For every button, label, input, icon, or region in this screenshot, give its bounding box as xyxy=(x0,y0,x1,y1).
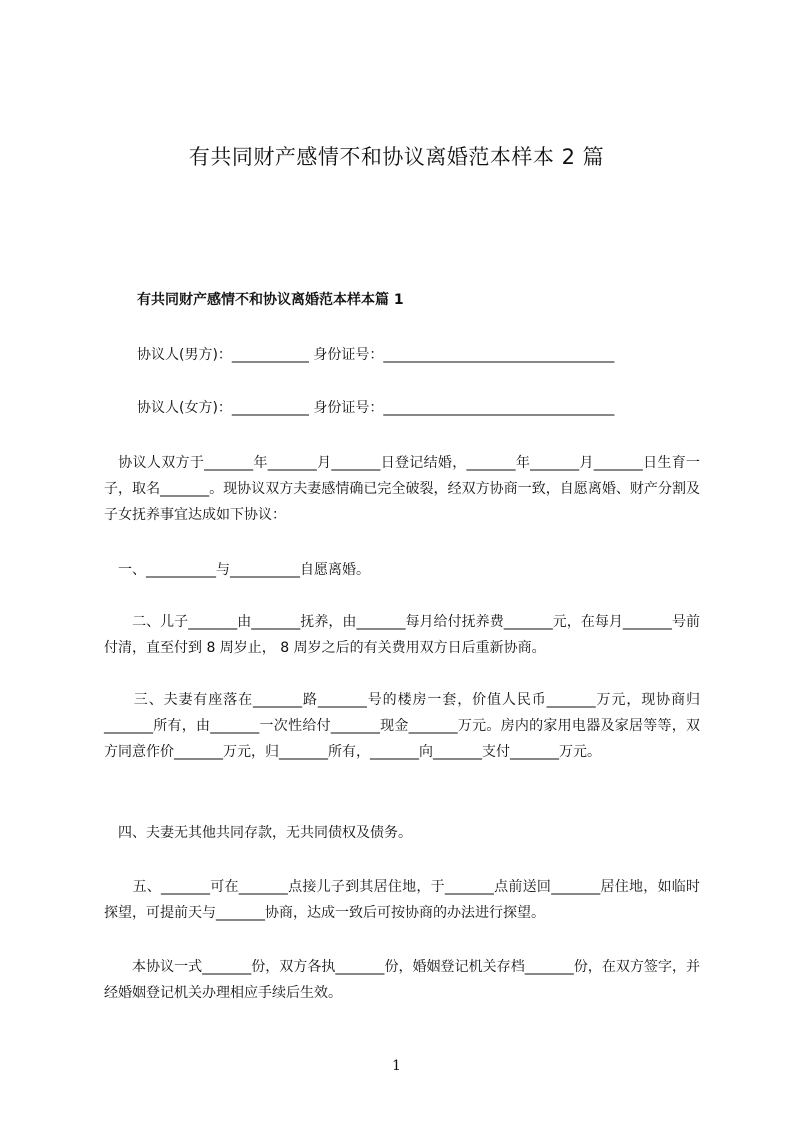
paragraph-clause-2: 二、儿子_______由_______抚养，由_______每月给付抚养费_______元，在每月_______号前付清，直至付到 8 周岁止， 8 周岁之后的有关费用双方日后重新协商。 xyxy=(104,614,700,656)
paragraph-clause-1: 一、__________与__________自愿离婚。 xyxy=(104,562,370,578)
party-female-line: 协议人(女方)：___________ 身份证号：_________________________________ xyxy=(137,400,615,416)
page-number: 1 xyxy=(392,1058,401,1074)
paragraph-clause-3: 三、夫妻有座落在_______路_______号的楼房一套，价值人民币_______万元，现协商归_______所有，由_______一次性给付_______现金_______万元。房内的家用电器及家居等等，双方同意作价_______万元，归_______所有，_______向_______支付_______万元。 xyxy=(104,692,700,760)
paragraph-clause-5: 五、_______可在_______点接儿子到其居住地，于_______点前送回_______居住地，如临时探望，可提前天与_______协商，达成一致后可按协商的办法进行探望。 xyxy=(104,879,700,921)
paragraph-effective: 本协议一式_______份，双方各执_______份，婚姻登记机关存档_______份，在双方签字，并经婚姻登记机关办理相应手续后生效。 xyxy=(104,959,700,1001)
document-title: 有共同财产感情不和协议离婚范本样本 2 篇 xyxy=(188,145,605,169)
paragraph-preamble: 协议人双方于_______年_______月_______日登记结婚，_______年_______月_______日生育一子，取名_______。现协议双方夫妻感情确已完全破裂，经双方协商一致，自愿离婚、财产分割及子女抚养事宜达成如下协议： xyxy=(104,455,700,523)
section-heading: 有共同财产感情不和协议离婚范本样本篇 1 xyxy=(137,292,404,308)
party-male-line: 协议人(男方)：___________ 身份证号：_________________________________ xyxy=(137,347,615,363)
paragraph-clause-4: 四、夫妻无其他共同存款，无共同债权及债务。 xyxy=(104,825,412,841)
